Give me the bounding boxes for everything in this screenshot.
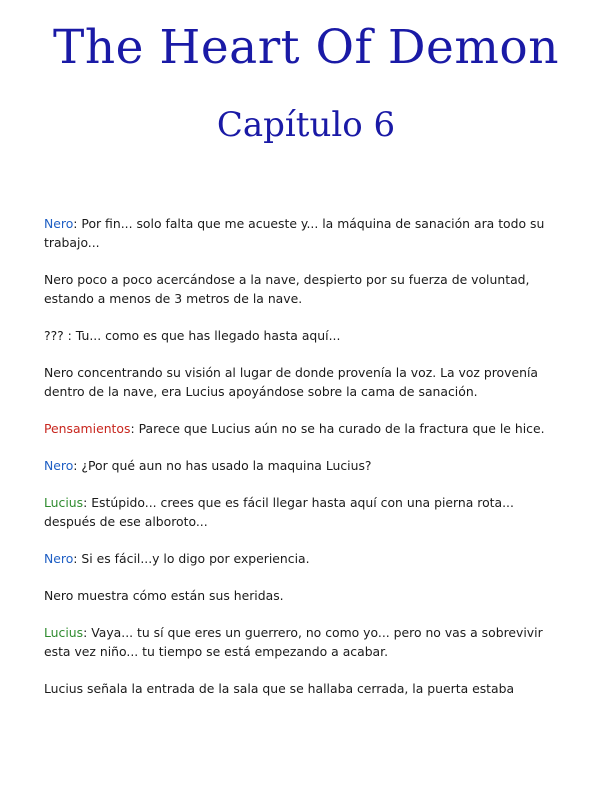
paragraph-text: : Si es fácil...y lo digo por experiencia. xyxy=(73,551,310,566)
speaker-name: Lucius xyxy=(44,625,84,640)
chapter-body xyxy=(44,214,564,716)
paragraph xyxy=(44,456,564,475)
paragraph-text: : Estúpido... crees que es fácil llegar hasta aquí con una pierna rota... después de ese alboroto... xyxy=(44,495,514,529)
paragraph xyxy=(44,419,564,438)
paragraph-text: ??? : Tu... como es que has llegado hasta aquí... xyxy=(44,328,341,343)
paragraph xyxy=(44,549,564,568)
paragraph xyxy=(44,363,564,401)
paragraph-text: : Por fin... solo falta que me acueste y... la máquina de sanación ara todo su trabajo... xyxy=(44,216,545,250)
paragraph xyxy=(44,326,564,345)
paragraph-text: : ¿Por qué aun no has usado la maquina Lucius? xyxy=(73,458,372,473)
paragraph-text: Nero muestra cómo están sus heridas. xyxy=(44,588,284,603)
paragraph-text: Nero poco a poco acercándose a la nave, despierto por su fuerza de voluntad, estando a menos de 3 metros de la nave. xyxy=(44,272,530,306)
speaker-name: Pensamientos xyxy=(44,421,131,436)
paragraph-text: : Vaya... tu sí que eres un guerrero, no como yo... pero no vas a sobrevivir esta vez niño... tu tiempo se está empezando a acabar. xyxy=(44,625,543,659)
document-title: The Heart Of Demon xyxy=(53,20,559,75)
paragraph xyxy=(44,214,564,252)
speaker-name: Nero xyxy=(44,458,74,473)
paragraph xyxy=(44,270,564,308)
paragraph-text: : Parece que Lucius aún no se ha curado de la fractura que le hice. xyxy=(130,421,545,436)
paragraph-text: Lucius señala la entrada de la sala que se hallaba cerrada, la puerta estaba xyxy=(44,681,515,696)
paragraph xyxy=(44,623,564,661)
speaker-name: Nero xyxy=(44,216,74,231)
paragraph xyxy=(44,586,564,605)
paragraph-text: Nero concentrando su visión al lugar de donde provenía la voz. La voz provenía dentro de la nave, era Lucius apoyándose sobre la cama de sanación. xyxy=(44,365,538,399)
speaker-name: Nero xyxy=(44,551,74,566)
speaker-name: Lucius xyxy=(44,495,84,510)
paragraph xyxy=(44,679,564,698)
paragraph xyxy=(44,493,564,531)
chapter-title: Capítulo 6 xyxy=(216,105,396,145)
